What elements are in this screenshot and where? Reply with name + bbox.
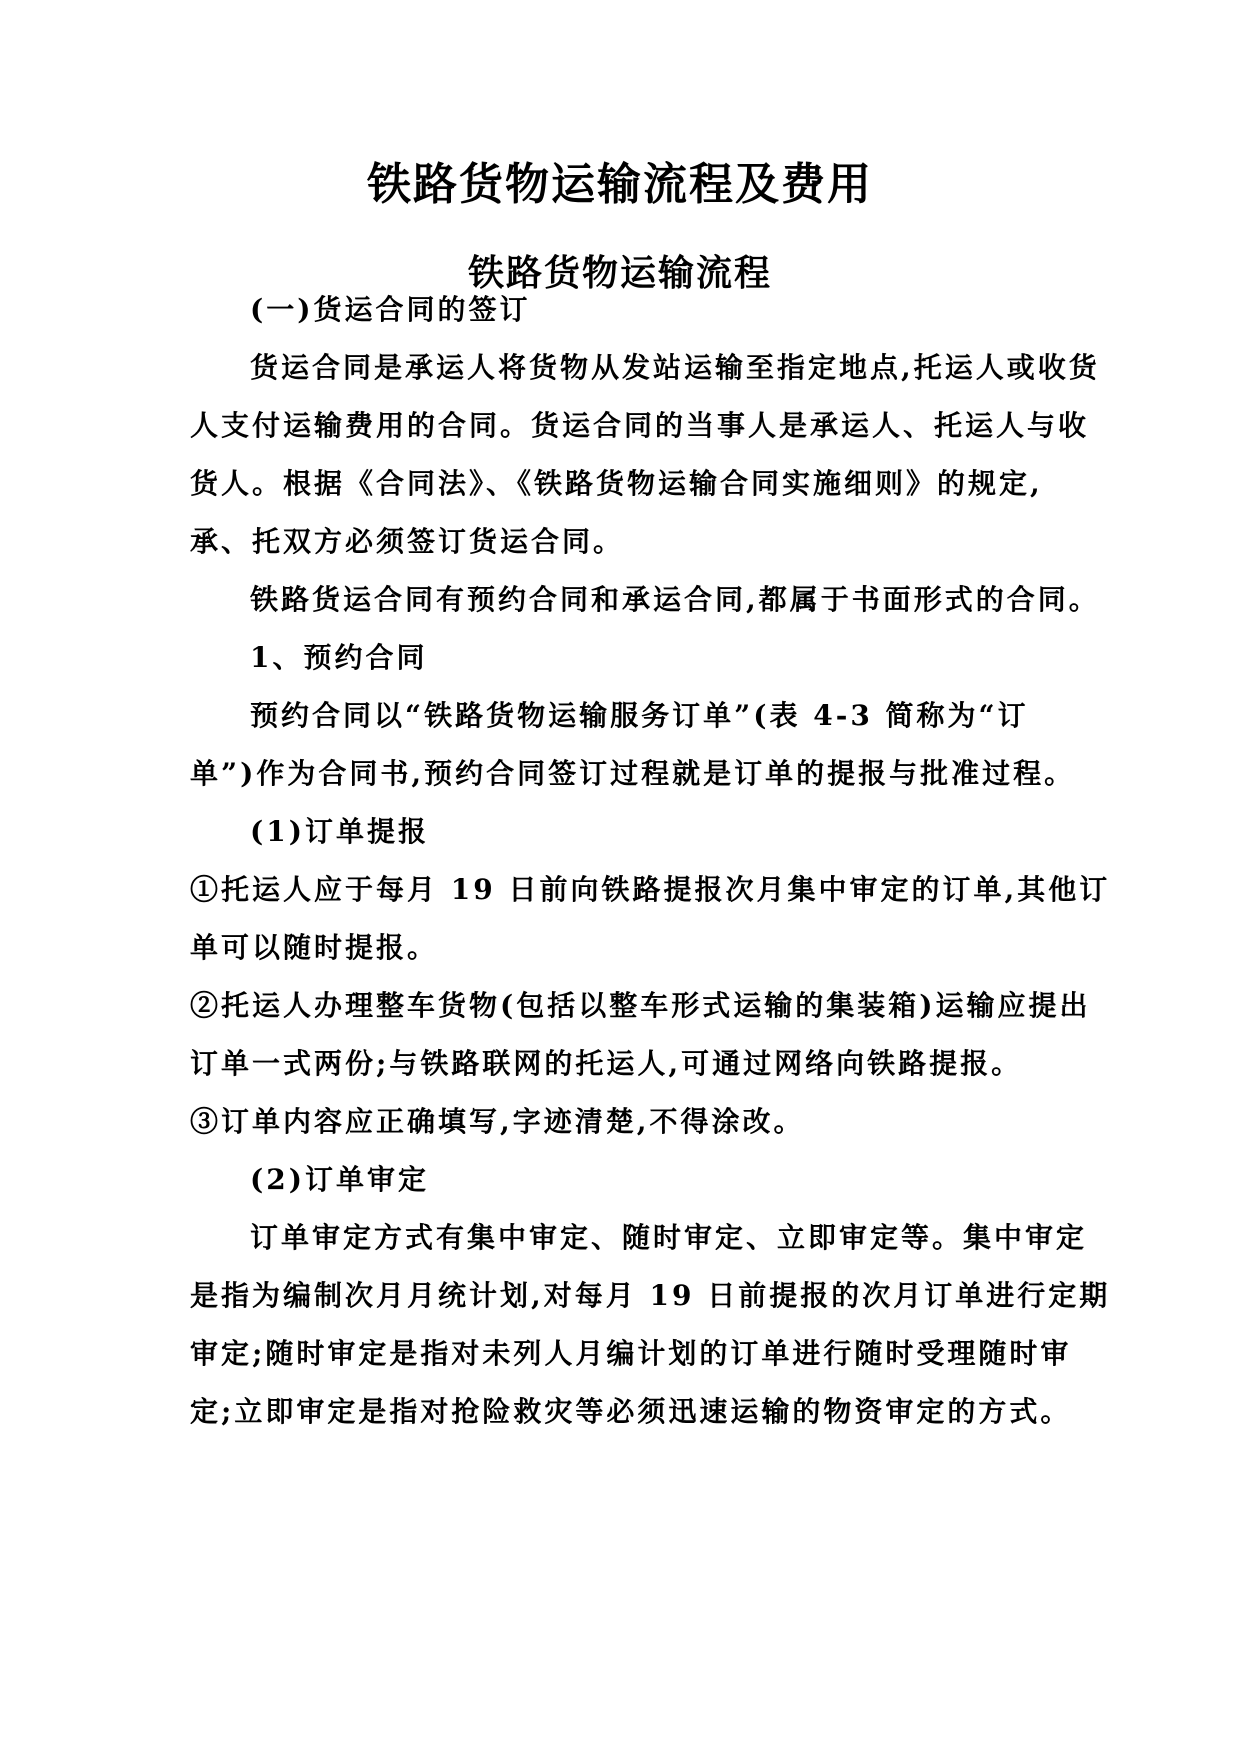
paragraph-line: 货运合同是承运人将货物从发站运输至指定地点,托运人或收货 bbox=[250, 351, 1100, 384]
heading-reservation-contract: 1、预约合同 bbox=[250, 641, 428, 674]
list-item: ①托运人应于每月 19 日前向铁路提报次月集中审定的订单,其他订 bbox=[190, 873, 1111, 906]
paragraph-line: 人支付运输费用的合同。货运合同的当事人是承运人、托运人与收 bbox=[190, 409, 1090, 442]
paragraph-line: 是指为编制次月月统计划,对每月 19 日前提报的次月订单进行定期 bbox=[190, 1279, 1111, 1312]
paragraph-line: 订单一式两份;与铁路联网的托运人,可通过网络向铁路提报。 bbox=[190, 1047, 1023, 1080]
heading-order-submission: (1)订单提报 bbox=[250, 815, 429, 848]
paragraph-line: 单可以随时提报。 bbox=[190, 931, 439, 964]
paragraph-line: 单”)作为合同书,预约合同签订过程就是订单的提报与批准过程。 bbox=[190, 757, 1076, 790]
list-item: ②托运人办理整车货物(包括以整车形式运输的集装箱)运输应提出 bbox=[190, 989, 1091, 1022]
paragraph-line: 定;立即审定是指对抢险救灾等必须迅速运输的物资审定的方式。 bbox=[190, 1395, 1072, 1428]
heading-order-review: (2)订单审定 bbox=[250, 1163, 429, 1196]
section-title: 铁路货物运输流程 bbox=[467, 252, 772, 294]
paragraph-line: 审定;随时审定是指对未列人月编计划的订单进行随时受理随时审 bbox=[190, 1337, 1072, 1370]
document-title: 铁路货物运输流程及费用 bbox=[367, 159, 873, 210]
paragraph-line: 预约合同以“铁路货物运输服务订单”(表 4-3 简称为“订 bbox=[250, 699, 1029, 732]
paragraph-line: 承、托双方必须签订货运合同。 bbox=[190, 525, 625, 558]
paragraph-line: 订单审定方式有集中审定、随时审定、立即审定等。集中审定 bbox=[250, 1221, 1088, 1254]
paragraph-line: 货人。根据《合同法》、《铁路货物运输合同实施细则》的规定, bbox=[190, 467, 1043, 500]
paragraph-line: 铁路货运合同有预约合同和承运合同,都属于书面形式的合同。 bbox=[250, 583, 1100, 616]
heading-contract-signing: (一)货运合同的签订 bbox=[250, 293, 531, 326]
list-item: ③订单内容应正确填写,字迹清楚,不得涂改。 bbox=[190, 1105, 805, 1138]
